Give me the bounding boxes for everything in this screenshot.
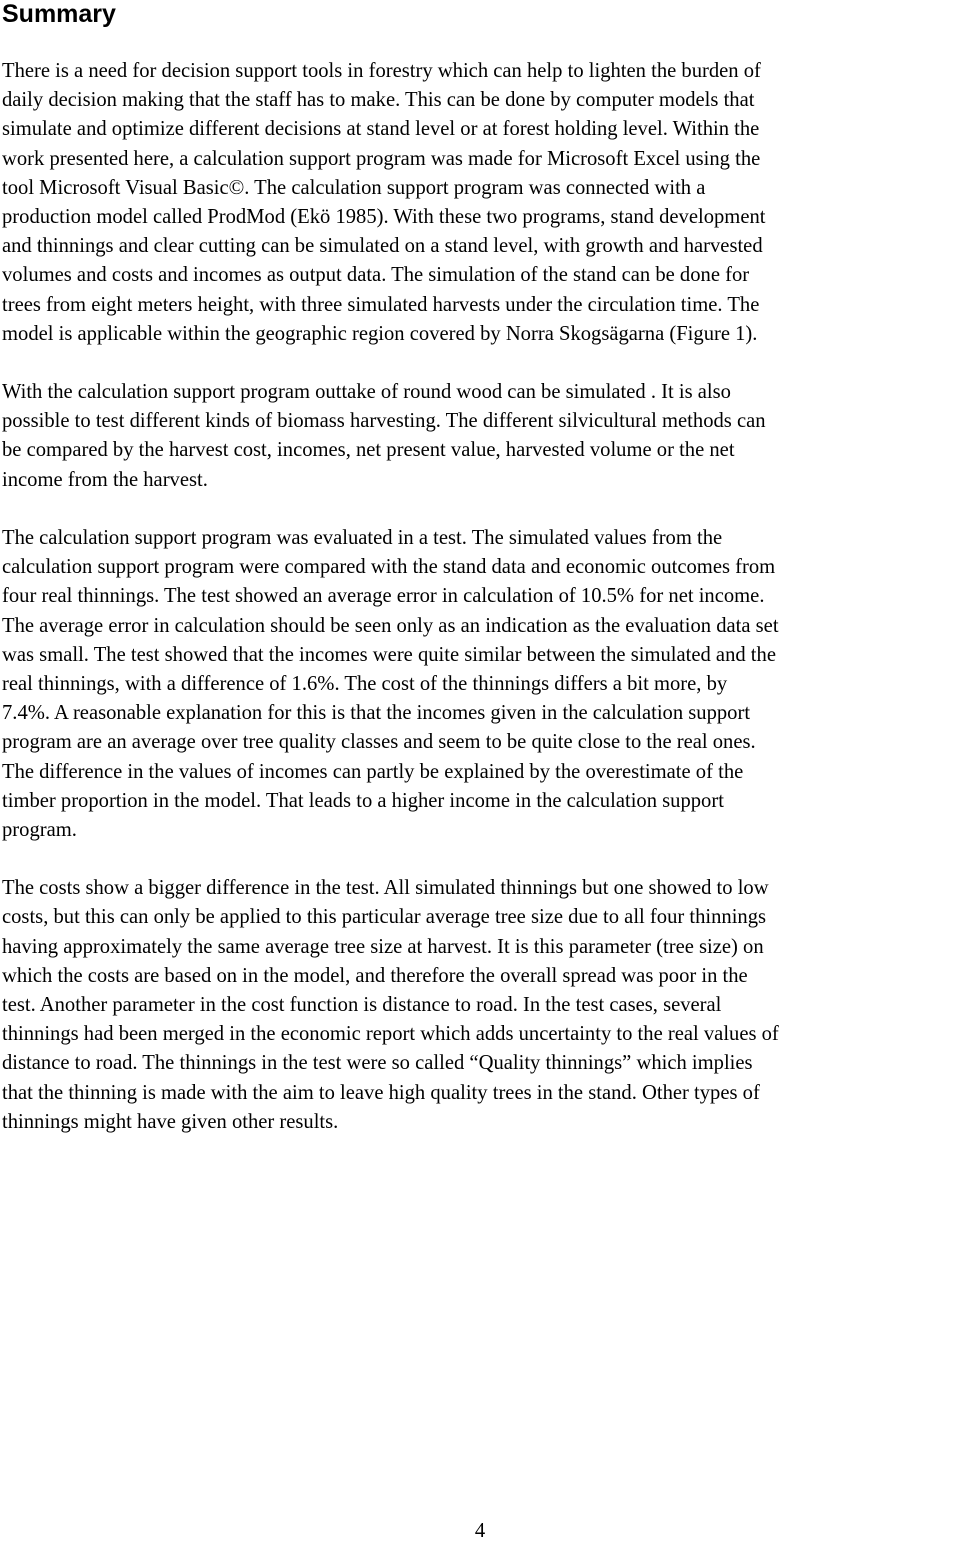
text-line: calculation support program were compared with the stand data and economic outcomes from	[2, 556, 776, 579]
text-line: The difference in the values of incomes can partly be explained by the overestimate of the	[2, 760, 744, 783]
text-line: possible to test different kinds of biomass harvesting. The different silvicultural methods can	[2, 410, 766, 433]
section-heading: Summary	[2, 0, 116, 28]
text-line: program are an average over tree quality classes and seem to be quite close to the real ones.	[2, 731, 756, 754]
text-line: real thinnings, with a difference of 1.6%. The cost of the thinnings differs a bit more, by	[2, 672, 728, 695]
page-number: 4	[474, 1520, 486, 1542]
text-line: production model called ProdMod (Ekö 1985). With these two programs, stand development	[2, 205, 766, 228]
summary-paragraph	[2, 524, 960, 845]
text-line: timber proportion in the model. That leads to a higher income in the calculation support	[2, 789, 724, 812]
summary-paragraph	[2, 874, 960, 1137]
text-line: distance to road. The thinnings in the test were so called “Quality thinnings” which implies	[2, 1052, 753, 1075]
text-line: simulate and optimize different decisions at stand level or at forest holding level. Within the	[2, 118, 760, 141]
text-line: that the thinning is made with the aim to leave high quality trees in the stand. Other types of	[2, 1081, 760, 1104]
text-line: and thinnings and clear cutting can be simulated on a stand level, with growth and harvested	[2, 235, 763, 258]
text-line: costs, but this can only be applied to this particular average tree size due to all four thinnings	[2, 906, 767, 929]
text-line: volumes and costs and incomes as output data. The simulation of the stand can be done for	[2, 264, 750, 287]
text-line: four real thinnings. The test showed an average error in calculation of 10.5% for net income.	[2, 585, 765, 608]
text-line: thinnings might have given other results.	[2, 1110, 339, 1133]
text-line: The average error in calculation should be seen only as an indication as the evaluation data set	[2, 614, 779, 637]
text-line: 7.4%. A reasonable explanation for this is that the incomes given in the calculation support	[2, 702, 751, 725]
text-line: With the calculation support program outtake of round wood can be simulated . It is also	[2, 381, 731, 404]
summary-body	[2, 57, 960, 1166]
text-line: test. Another parameter in the cost function is distance to road. In the test cases, several	[2, 994, 722, 1016]
text-line: program.	[2, 818, 77, 841]
text-line: be compared by the harvest cost, incomes, net present value, harvested volume or the net	[2, 439, 735, 462]
text-line: having approximately the same average tree size at harvest. It is this parameter (tree size) on	[2, 935, 764, 958]
text-line: daily decision making that the staff has to make. This can be done by computer models that	[2, 89, 755, 112]
text-line: The calculation support program was evaluated in a test. The simulated values from the	[2, 527, 723, 549]
text-line: There is a need for decision support tools in forestry which can help to lighten the burden of	[2, 60, 761, 82]
text-line: work presented here, a calculation support program was made for Microsoft Excel using the	[2, 147, 761, 170]
text-line: trees from eight meters height, with three simulated harvests under the circulation time. The	[2, 293, 760, 316]
text-line: was small. The test showed that the incomes were quite similar between the simulated and the	[2, 643, 776, 666]
text-line: thinnings had been merged in the economic report which adds uncertainty to the real values of	[2, 1023, 779, 1046]
text-line: tool Microsoft Visual Basic©. The calculation support program was connected with a	[2, 176, 706, 199]
text-line: The costs show a bigger difference in the test. All simulated thinnings but one showed to low	[2, 877, 769, 900]
summary-paragraph	[2, 57, 960, 349]
text-line: which the costs are based on in the model, and therefore the overall spread was poor in the	[2, 964, 748, 987]
text-line: income from the harvest.	[2, 468, 208, 491]
text-line: model is applicable within the geographic region covered by Norra Skogsägarna (Figure 1).	[2, 322, 758, 345]
summary-paragraph	[2, 378, 960, 495]
